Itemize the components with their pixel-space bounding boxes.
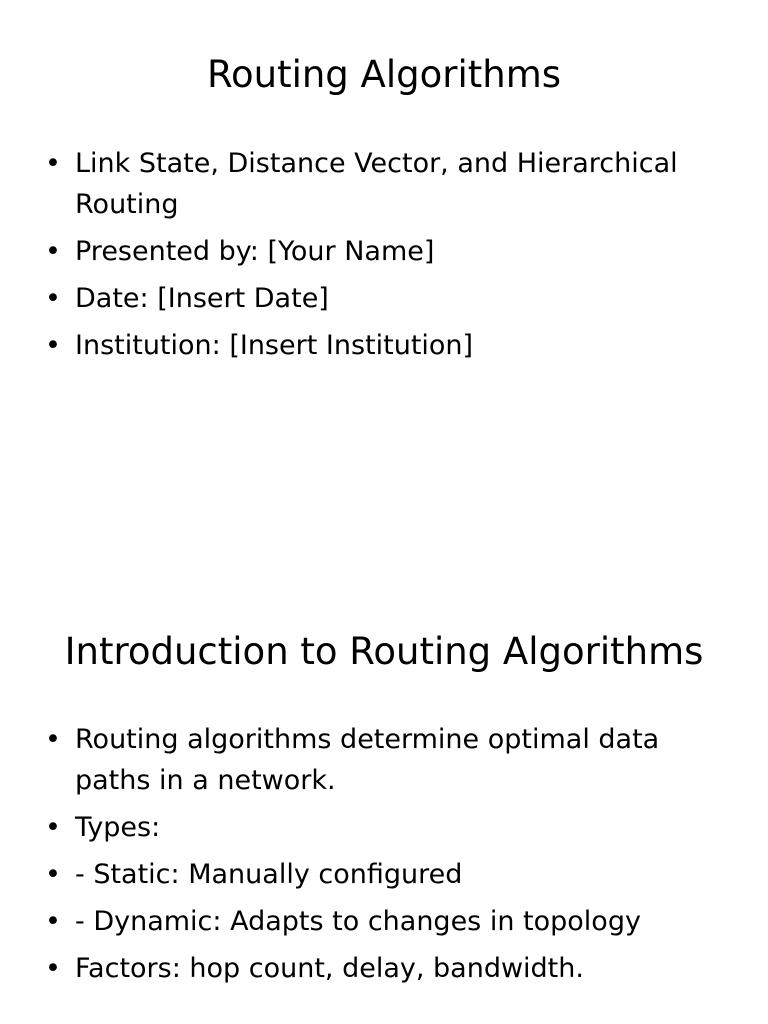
bullet-icon: • xyxy=(45,148,61,179)
bullet-item xyxy=(45,143,725,225)
bullet-item xyxy=(45,325,725,366)
slide-title: Routing Algorithms xyxy=(206,53,562,96)
bullet-text: Institution: [Insert Institution] xyxy=(75,330,474,361)
bullet-icon: • xyxy=(45,812,61,843)
bullet-text: Presented by: [Your Name] xyxy=(75,236,435,267)
bullet-icon: • xyxy=(45,724,61,755)
bullet-text: Factors: hop count, delay, bandwidth. xyxy=(75,953,584,984)
bullet-item xyxy=(45,854,725,895)
slide-title: Introduction to Routing Algorithms xyxy=(64,630,704,673)
bullet-item xyxy=(45,948,725,989)
bullet-text: Routing algorithms determine optimal data paths in a network. xyxy=(75,724,660,796)
bullet-item xyxy=(45,807,725,848)
bullet-icon: • xyxy=(45,330,61,361)
bullet-icon: • xyxy=(45,283,61,314)
bullet-list xyxy=(45,719,725,995)
bullet-item xyxy=(45,278,725,319)
bullet-icon: • xyxy=(45,236,61,267)
slide-2 xyxy=(0,576,768,1024)
bullet-item xyxy=(45,719,725,801)
bullet-list xyxy=(45,143,725,372)
bullet-text: Date: [Insert Date] xyxy=(75,283,329,314)
bullet-icon: • xyxy=(45,859,61,890)
bullet-text: Link State, Distance Vector, and Hierarchical Routing xyxy=(75,148,678,220)
bullet-text: Types: xyxy=(75,812,161,843)
bullet-icon: • xyxy=(45,906,61,937)
bullet-text: - Static: Manually configured xyxy=(75,859,463,890)
bullet-text: - Dynamic: Adapts to changes in topology xyxy=(75,906,641,937)
bullet-item xyxy=(45,231,725,272)
bullet-icon: • xyxy=(45,953,61,984)
bullet-item xyxy=(45,901,725,942)
